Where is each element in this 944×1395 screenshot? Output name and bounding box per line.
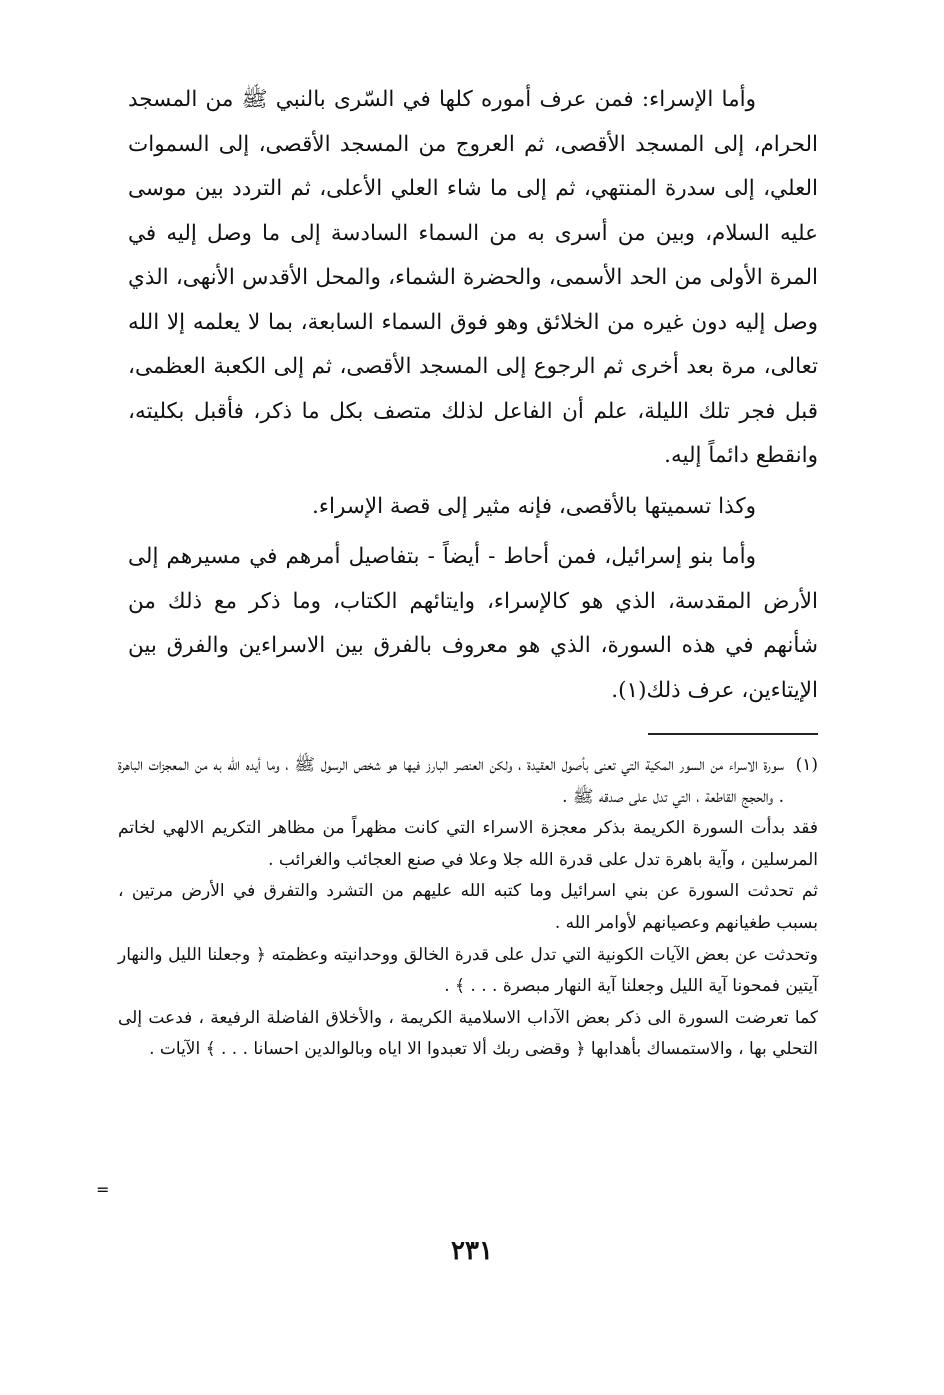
footnote-divider <box>648 733 818 735</box>
page-number: ٢٣١ <box>451 1236 493 1266</box>
footnote-text: سورة الاسراء من السور المكية التي تعنى بأصول العقيدة ، ولكن العنصر البارز فيها هو شخص الرسول ﷺ ، وما أيده الله به من المعجزات الباهرة . والحجج القاطعة ، التي تدل على صدقه ﷺ . <box>118 755 784 807</box>
footnotes-section <box>118 750 818 1066</box>
footnote-paragraph: ثم تحدثت السورة عن بني اسرائيل وما كتبه الله عليهم من التشرد والتفرق في الأرض مرتين ، بسبب طغيانهم وعصيانهم لأوامر الله . <box>118 881 818 933</box>
paragraph-isra: وأما الإسراء: فمن عرف أموره كلها في السّرى بالنبي ﷺ من المسجد الحرام، إلى المسجد الأقصى، ثم العروج من المسجد الأقصى، إلى السموات العلي، إلى سدرة المنتهي، ثم إلى ما شاء العلي الأعلى، ثم التردد بين موسى عليه السلام، وبين من أسرى به من السماء السادسة إلى ما وصل إليه في المرة الأولى من الحد الأسمى، والحضرة الشماء، والمحل الأقدس الأنهى، الذي وصل إليه دون غيره من الخلائق وهو فوق السماء السابعة، بما لا يعلمه إلا الله تعالى، مرة بعد أخرى ثم الرجوع إلى المسجد الأقصى، ثم إلى الكعبة العظمى، قبل فجر تلك الليلة، علم أن الفاعل لذلك متصف بكل ما ذكر، فأقبل بكليته، وانقطع دائماً إليه. <box>128 87 818 468</box>
margin-mark: = <box>96 1180 110 1199</box>
footnote-marker: (١) <box>795 755 818 775</box>
paragraph-aqsa-naming: وكذا تسميتها بالأقصى، فإنه مثير إلى قصة الإسراء. <box>312 493 756 519</box>
footnote-paragraph: فقد بدأت السورة الكريمة بذكر معجزة الاسراء التي كانت مظهراً من مظاهر التكريم الالهي لخاتم المرسلين ، وآية باهرة تدل على قدرة الله جلا وعلا في صنع العجائب والغرائب . <box>118 818 818 870</box>
main-body-text <box>128 78 818 713</box>
paragraph-bani-israel: وأما بنو إسرائيل، فمن أحاط - أيضاً - بتفاصيل أمرهم في مسيرهم إلى الأرض المقدسة، الذي هو كالإسراء، وايتائهم الكتاب، وما ذكر مع ذلك من شأنهم في هذه السورة، الذي هو معروف بالفرق بين الاسراءين والفرق بين الإيتاءين، عرف ذلك(١). <box>128 544 818 703</box>
footnote-paragraph: وتحدثت عن بعض الآيات الكونية التي تدل على قدرة الخالق ووحدانيته وعظمته ﴿ وجعلنا الليل والنهار آيتين فمحونا آية الليل وجعلنا آية النهار مبصرة . . . ﴾ . <box>118 944 818 997</box>
footnote-paragraph <box>118 750 818 813</box>
footnote-paragraph: كما تعرضت السورة الى ذكر بعض الآداب الاسلامية الكريمة ، والأخلاق الفاضلة الرفيعة ، فدعت إلى التحلي بها ، والاستمساك بأهدابها ﴿ وقضى ربك ألا تعبدوا الا اياه وبالوالدين احسانا . . . ﴾ الآيات . <box>118 1007 818 1060</box>
